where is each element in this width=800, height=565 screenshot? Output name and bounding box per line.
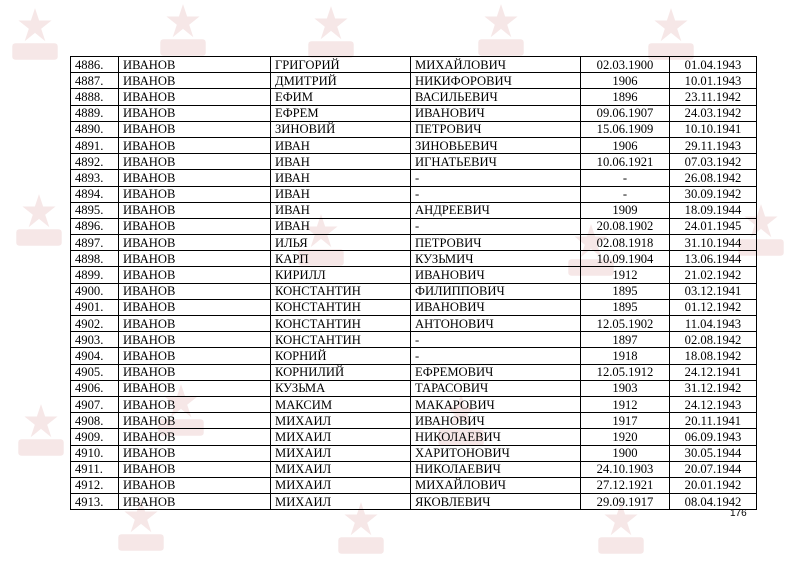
birth-date-cell: 1909 [581, 202, 670, 218]
birth-date-cell: 1896 [581, 89, 670, 105]
first-name-cell: МИХАИЛ [271, 461, 411, 477]
first-name-cell: ИВАН [271, 186, 411, 202]
record-number: 4897. [71, 235, 119, 251]
table-row [71, 186, 757, 202]
table-row [71, 445, 757, 461]
table-row [71, 154, 757, 170]
birth-date-cell: 1906 [581, 137, 670, 153]
table-row [71, 218, 757, 234]
record-number: 4906. [71, 380, 119, 396]
surname-cell: ИВАНОВ [119, 396, 271, 412]
first-name-cell: КОНСТАНТИН [271, 299, 411, 315]
table-row [71, 121, 757, 137]
table-row [71, 137, 757, 153]
patronymic-cell: ПЕТРОВИЧ [411, 235, 581, 251]
birth-date-cell: 1912 [581, 267, 670, 283]
patronymic-cell: ЯКОВЛЕВИЧ [411, 494, 581, 510]
patronymic-cell: ХАРИТОНОВИЧ [411, 445, 581, 461]
first-name-cell: КОРНИЛИЙ [271, 364, 411, 380]
table-row [71, 57, 757, 73]
record-number: 4893. [71, 170, 119, 186]
first-name-cell: ИЛЬЯ [271, 235, 411, 251]
death-date-cell: 03.12.1941 [670, 283, 757, 299]
first-name-cell: ЗИНОВИЙ [271, 121, 411, 137]
record-number: 4896. [71, 218, 119, 234]
watermark-emblem-icon [152, 0, 214, 62]
birth-date-cell: 1906 [581, 73, 670, 89]
death-date-cell: 20.01.1942 [670, 477, 757, 493]
death-date-cell: 01.12.1942 [670, 299, 757, 315]
watermark-emblem-icon [4, 4, 66, 66]
table-row [71, 235, 757, 251]
surname-cell: ИВАНОВ [119, 299, 271, 315]
birth-date-cell: - [581, 186, 670, 202]
birth-date-cell: 10.09.1904 [581, 251, 670, 267]
first-name-cell: ИВАН [271, 218, 411, 234]
death-date-cell: 30.09.1942 [670, 186, 757, 202]
watermark-emblem-icon [300, 2, 362, 64]
death-date-cell: 24.01.1945 [670, 218, 757, 234]
record-number: 4903. [71, 332, 119, 348]
birth-date-cell: 02.03.1900 [581, 57, 670, 73]
record-number: 4905. [71, 364, 119, 380]
record-number: 4892. [71, 154, 119, 170]
patronymic-cell: - [411, 186, 581, 202]
death-date-cell: 21.02.1942 [670, 267, 757, 283]
surname-cell: ИВАНОВ [119, 137, 271, 153]
patronymic-cell: ФИЛИППОВИЧ [411, 283, 581, 299]
patronymic-cell: - [411, 170, 581, 186]
death-date-cell: 23.11.1942 [670, 89, 757, 105]
surname-cell: ИВАНОВ [119, 251, 271, 267]
birth-date-cell: 24.10.1903 [581, 461, 670, 477]
death-date-cell: 24.12.1941 [670, 364, 757, 380]
first-name-cell: ИВАН [271, 170, 411, 186]
death-date-cell: 31.12.1942 [670, 380, 757, 396]
patronymic-cell: - [411, 218, 581, 234]
patronymic-cell: ИВАНОВИЧ [411, 105, 581, 121]
table-row [71, 299, 757, 315]
first-name-cell: МИХАИЛ [271, 445, 411, 461]
patronymic-cell: НИКИФОРОВИЧ [411, 73, 581, 89]
watermark-emblem-icon [8, 190, 70, 252]
record-number: 4894. [71, 186, 119, 202]
first-name-cell: ДМИТРИЙ [271, 73, 411, 89]
surname-cell: ИВАНОВ [119, 413, 271, 429]
surname-cell: ИВАНОВ [119, 364, 271, 380]
birth-date-cell: 20.08.1902 [581, 218, 670, 234]
first-name-cell: МИХАИЛ [271, 494, 411, 510]
birth-date-cell: 1903 [581, 380, 670, 396]
death-date-cell: 10.01.1943 [670, 73, 757, 89]
birth-date-cell: 1895 [581, 299, 670, 315]
record-number: 4902. [71, 316, 119, 332]
death-date-cell: 20.11.1941 [670, 413, 757, 429]
first-name-cell: МИХАИЛ [271, 477, 411, 493]
record-number: 4891. [71, 137, 119, 153]
patronymic-cell: МАКАРОВИЧ [411, 396, 581, 412]
record-number: 4901. [71, 299, 119, 315]
birth-date-cell: 12.05.1902 [581, 316, 670, 332]
surname-cell: ИВАНОВ [119, 73, 271, 89]
record-number: 4912. [71, 477, 119, 493]
table-row [71, 73, 757, 89]
death-date-cell: 20.07.1944 [670, 461, 757, 477]
surname-cell: ИВАНОВ [119, 494, 271, 510]
birth-date-cell: 1897 [581, 332, 670, 348]
first-name-cell: КАРП [271, 251, 411, 267]
patronymic-cell: ИВАНОВИЧ [411, 267, 581, 283]
patronymic-cell: ИВАНОВИЧ [411, 413, 581, 429]
birth-date-cell: 1895 [581, 283, 670, 299]
record-number: 4886. [71, 57, 119, 73]
table-body [71, 57, 757, 510]
first-name-cell: КОНСТАНТИН [271, 332, 411, 348]
birth-date-cell: 1917 [581, 413, 670, 429]
record-number: 4911. [71, 461, 119, 477]
patronymic-cell: ЕФРЕМОВИЧ [411, 364, 581, 380]
first-name-cell: КУЗЬМА [271, 380, 411, 396]
record-number: 4913. [71, 494, 119, 510]
table-row [71, 105, 757, 121]
first-name-cell: ИВАН [271, 154, 411, 170]
death-date-cell: 18.09.1944 [670, 202, 757, 218]
death-date-cell: 26.08.1942 [670, 170, 757, 186]
surname-cell: ИВАНОВ [119, 202, 271, 218]
birth-date-cell: 1900 [581, 445, 670, 461]
first-name-cell: ИВАН [271, 137, 411, 153]
birth-date-cell: 1920 [581, 429, 670, 445]
birth-date-cell: 1918 [581, 348, 670, 364]
table-row [71, 494, 757, 510]
table-row [71, 89, 757, 105]
record-number: 4895. [71, 202, 119, 218]
patronymic-cell: ПЕТРОВИЧ [411, 121, 581, 137]
table-row [71, 283, 757, 299]
surname-cell: ИВАНОВ [119, 348, 271, 364]
death-date-cell: 06.09.1943 [670, 429, 757, 445]
first-name-cell: МИХАИЛ [271, 429, 411, 445]
record-number: 4889. [71, 105, 119, 121]
death-date-cell: 11.04.1943 [670, 316, 757, 332]
birth-date-cell: - [581, 170, 670, 186]
watermark-emblem-icon [470, 0, 532, 62]
birth-date-cell: 15.06.1909 [581, 121, 670, 137]
first-name-cell: ЕФРЕМ [271, 105, 411, 121]
patronymic-cell: - [411, 332, 581, 348]
death-date-cell: 13.06.1944 [670, 251, 757, 267]
surname-cell: ИВАНОВ [119, 380, 271, 396]
birth-date-cell: 10.06.1921 [581, 154, 670, 170]
table-row [71, 364, 757, 380]
surname-cell: ИВАНОВ [119, 332, 271, 348]
record-number: 4900. [71, 283, 119, 299]
watermark-emblem-icon [10, 400, 72, 462]
page-number: 176 [730, 508, 747, 519]
record-number: 4910. [71, 445, 119, 461]
record-number: 4899. [71, 267, 119, 283]
surname-cell: ИВАНОВ [119, 267, 271, 283]
surname-cell: ИВАНОВ [119, 429, 271, 445]
table-row [71, 170, 757, 186]
record-number: 4908. [71, 413, 119, 429]
table-row [71, 477, 757, 493]
patronymic-cell: МИХАЙЛОВИЧ [411, 57, 581, 73]
patronymic-cell: - [411, 348, 581, 364]
table-row [71, 380, 757, 396]
patronymic-cell: ВАСИЛЬЕВИЧ [411, 89, 581, 105]
death-date-cell: 30.05.1944 [670, 445, 757, 461]
first-name-cell: МАКСИМ [271, 396, 411, 412]
birth-date-cell: 1912 [581, 396, 670, 412]
surname-cell: ИВАНОВ [119, 186, 271, 202]
patronymic-cell: ТАРАСОВИЧ [411, 380, 581, 396]
first-name-cell: КОРНИЙ [271, 348, 411, 364]
birth-date-cell: 02.08.1918 [581, 235, 670, 251]
table-row [71, 316, 757, 332]
death-date-cell: 08.04.1942 [670, 494, 757, 510]
surname-cell: ИВАНОВ [119, 89, 271, 105]
patronymic-cell: АНДРЕЕВИЧ [411, 202, 581, 218]
record-number: 4907. [71, 396, 119, 412]
table-row [71, 267, 757, 283]
record-number: 4904. [71, 348, 119, 364]
record-number: 4898. [71, 251, 119, 267]
surname-cell: ИВАНОВ [119, 477, 271, 493]
birth-date-cell: 29.09.1917 [581, 494, 670, 510]
table-row [71, 396, 757, 412]
patronymic-cell: ИВАНОВИЧ [411, 299, 581, 315]
death-date-cell: 24.12.1943 [670, 396, 757, 412]
surname-cell: ИВАНОВ [119, 316, 271, 332]
surname-cell: ИВАНОВ [119, 57, 271, 73]
death-date-cell: 07.03.1942 [670, 154, 757, 170]
first-name-cell: ИВАН [271, 202, 411, 218]
death-date-cell: 02.08.1942 [670, 332, 757, 348]
patronymic-cell: НИКОЛАЕВИЧ [411, 429, 581, 445]
record-number: 4888. [71, 89, 119, 105]
death-date-cell: 24.03.1942 [670, 105, 757, 121]
patronymic-cell: АНТОНОВИЧ [411, 316, 581, 332]
surname-cell: ИВАНОВ [119, 170, 271, 186]
first-name-cell: ГРИГОРИЙ [271, 57, 411, 73]
table-row [71, 202, 757, 218]
death-date-cell: 29.11.1943 [670, 137, 757, 153]
death-date-cell: 18.08.1942 [670, 348, 757, 364]
surname-cell: ИВАНОВ [119, 121, 271, 137]
first-name-cell: МИХАИЛ [271, 413, 411, 429]
table-row [71, 413, 757, 429]
birth-date-cell: 12.05.1912 [581, 364, 670, 380]
death-date-cell: 01.04.1943 [670, 57, 757, 73]
surname-cell: ИВАНОВ [119, 154, 271, 170]
record-number: 4887. [71, 73, 119, 89]
table-row [71, 348, 757, 364]
surname-cell: ИВАНОВ [119, 105, 271, 121]
surname-cell: ИВАНОВ [119, 461, 271, 477]
first-name-cell: КОНСТАНТИН [271, 283, 411, 299]
table-row [71, 251, 757, 267]
death-date-cell: 31.10.1944 [670, 235, 757, 251]
patronymic-cell: НИКОЛАЕВИЧ [411, 461, 581, 477]
record-number: 4909. [71, 429, 119, 445]
birth-date-cell: 27.12.1921 [581, 477, 670, 493]
first-name-cell: КОНСТАНТИН [271, 316, 411, 332]
table-row [71, 429, 757, 445]
patronymic-cell: ЗИНОВЬЕВИЧ [411, 137, 581, 153]
casualty-list-table [70, 56, 757, 510]
surname-cell: ИВАНОВ [119, 235, 271, 251]
record-number: 4890. [71, 121, 119, 137]
first-name-cell: ЕФИМ [271, 89, 411, 105]
surname-cell: ИВАНОВ [119, 283, 271, 299]
patronymic-cell: ИГНАТЬЕВИЧ [411, 154, 581, 170]
death-date-cell: 10.10.1941 [670, 121, 757, 137]
surname-cell: ИВАНОВ [119, 445, 271, 461]
patronymic-cell: КУЗЬМИЧ [411, 251, 581, 267]
patronymic-cell: МИХАЙЛОВИЧ [411, 477, 581, 493]
birth-date-cell: 09.06.1907 [581, 105, 670, 121]
table-row [71, 461, 757, 477]
first-name-cell: КИРИЛЛ [271, 267, 411, 283]
table-row [71, 332, 757, 348]
surname-cell: ИВАНОВ [119, 218, 271, 234]
